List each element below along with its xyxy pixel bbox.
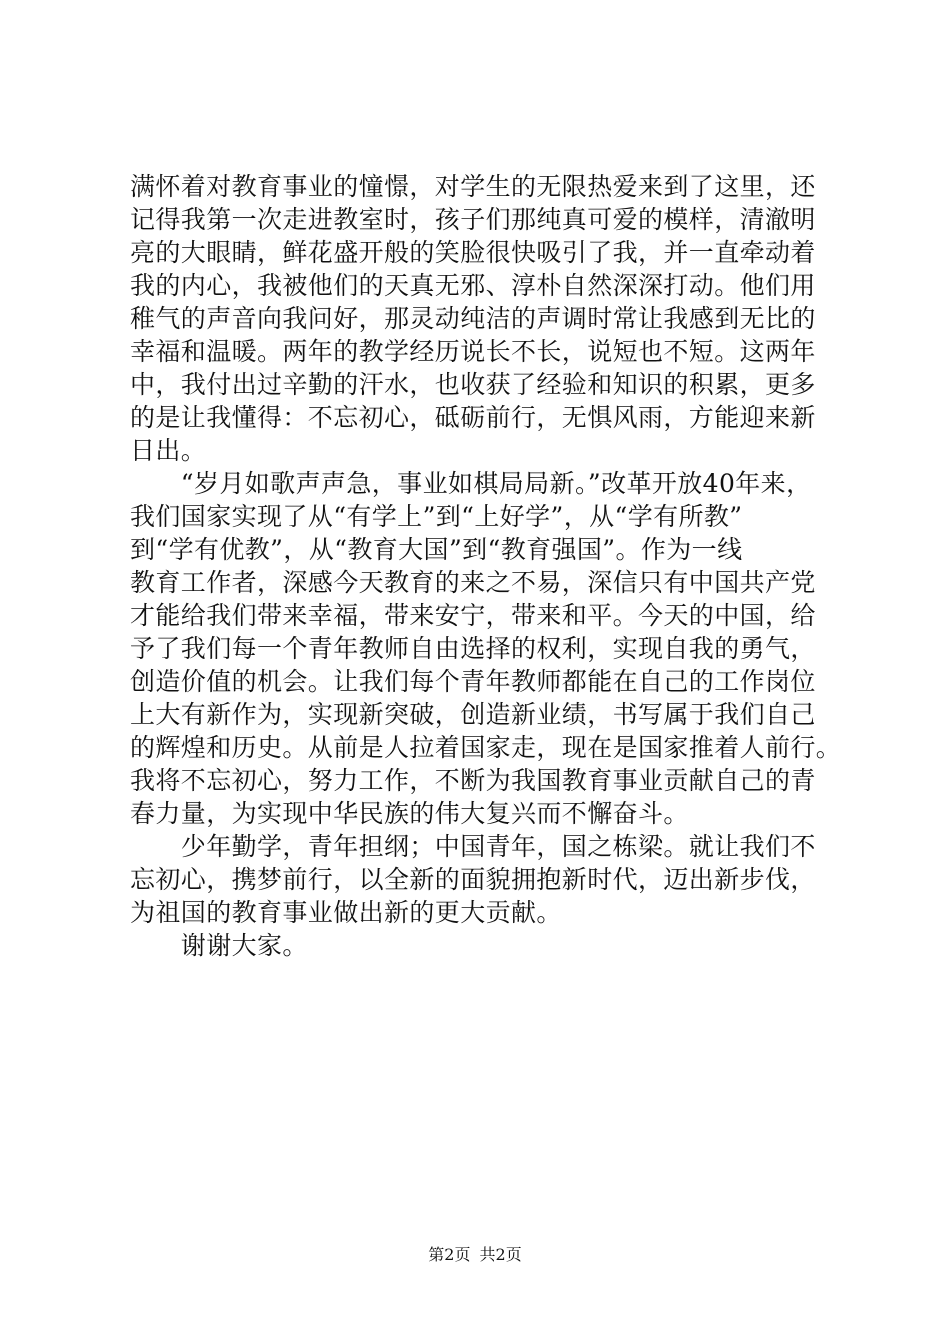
text-line: 幸福和温暖。两年的教学经历说长不长，说短也不短。这两年 [130,337,816,366]
text-line: 才能给我们带来幸福，带来安宁，带来和平。今天的中国，给 [130,601,816,630]
text-line: 中，我付出过辛勤的汗水，也收获了经验和知识的积累，更多 [130,370,816,399]
text-line: 的辉煌和历史。从前是人拉着国家走，现在是国家推着人前行。 [130,733,842,762]
text-line: 稚气的声音向我问好，那灵动纯洁的声调时常让我感到无比的 [130,304,816,333]
text-line: 我将不忘初心，努力工作，不断为我国教育事业贡献自己的青 [130,766,816,795]
text-line: 我们国家实现了从“有学上”到“上好学”，从“学有所教” [130,502,743,531]
text-line: 上大有新作为，实现新突破，创造新业绩，书写属于我们自己 [130,700,816,729]
text-line: 谢谢大家。 [130,931,308,960]
text-line: 到“学有优教”，从“教育大国”到“教育强国”。作为一线 [130,535,743,564]
text-line: 创造价值的机会。让我们每个青年教师都能在自己的工作岗位 [130,667,816,696]
text-line: 予了我们每一个青年教师自由选择的权利，实现自我的勇气， [130,634,816,663]
text-line: 忘初心，携梦前行，以全新的面貌拥抱新时代，迈出新步伐， [130,865,816,894]
page-footer [0,1244,950,1266]
text-line: 满怀着对教育事业的憧憬，对学生的无限热爱来到了这里，还 [130,172,816,201]
text-line: 教育工作者，深感今天教育的来之不易，深信只有中国共产党 [130,568,816,597]
text-line: “岁月如歌声声急，事业如棋局局新。”改革开放40年来， [130,469,812,498]
text-line: 的是让我懂得：不忘初心，砥砺前行，无惧风雨，方能迎来新 [130,403,816,432]
text-line: 我的内心，我被他们的天真无邪、淳朴自然深深打动。他们用 [130,271,816,300]
text-line: 日出。 [130,436,207,465]
text-line: 为祖国的教育事业做出新的更大贡献。 [130,898,562,927]
text-line: 少年勤学，青年担纲；中国青年，国之栋梁。就让我们不 [130,832,816,861]
text-line: 亮的大眼睛，鲜花盛开般的笑脸很快吸引了我，并一直牵动着 [130,238,816,267]
page-total: 共2页 [479,1245,522,1264]
text-line: 春力量，为实现中华民族的伟大复兴而不懈奋斗。 [130,799,689,828]
text-line: 记得我第一次走进教室时，孩子们那纯真可爱的模样，清澈明 [130,205,816,234]
page-number: 第2页 [428,1245,471,1264]
